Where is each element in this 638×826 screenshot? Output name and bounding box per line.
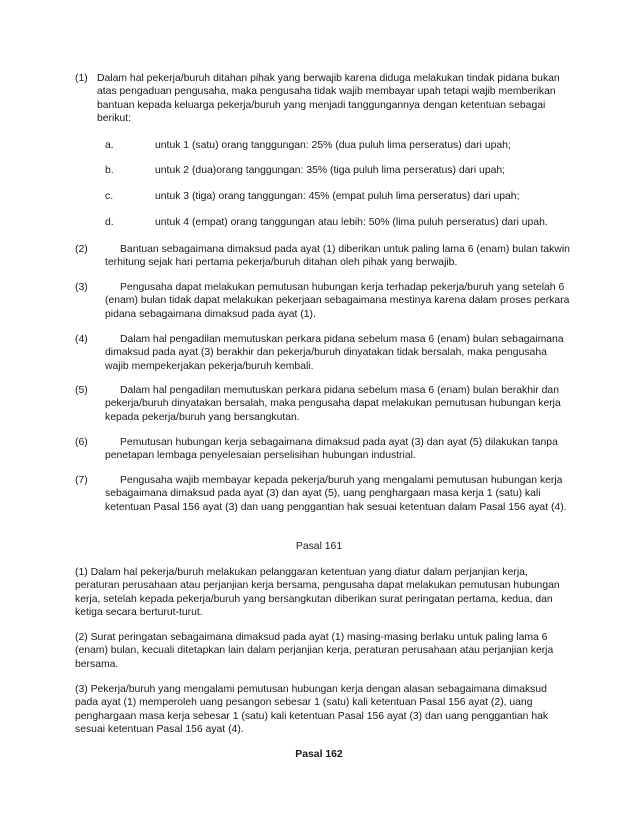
ayat-number: (1) xyxy=(75,73,88,84)
ayat-number: (7) xyxy=(75,475,88,486)
ayat-text: Dalam hal pengadilan memutuskan perkara pidana sebelum masa 6 (enam) bulan sebagaimana dimaksud pada ayat (3) berakhir dan pekerja/buruh dinyatakan tidak bersalah, maka pengusaha wajib mempekerjakan pekerja/buruh kembali. xyxy=(105,334,564,372)
ayat-text: Pemutusan hubungan kerja sebagaimana dimaksud pada ayat (3) dan ayat (5) dilakukan tanpa penetapan lembaga penyelesaian perselisihan hubungan industrial. xyxy=(105,437,558,462)
sub-item-label: a. xyxy=(105,140,114,151)
pasal-161-paragraph-3: (3) Pekerja/buruh yang mengalami pemutusan hubungan kerja dengan alasan sebagaimana dimaksud pada ayat (1) memperoleh uang pesangon sebesar 1 (satu) kali ketentuan Pasal 156 ayat (2), uang penghargaan masa kerja sebesar 1 (satu) kali ketentuan Pasal 156 ayat (3) dan uang penggantian hak sesuai ketentuan Pasal 156 ayat (4). xyxy=(75,684,549,736)
ayat-number: (5) xyxy=(75,385,88,396)
sub-item-label: d. xyxy=(105,217,114,228)
pasal-161-paragraph-1: (1) Dalam hal pekerja/buruh melakukan pelanggaran ketentuan yang diatur dalam perjanjian kerja, peraturan perusahaan atau perjanjian kerja bersama, pengusaha dapat melakukan pemutusan hubungan kerja, setelah kepada pekerja/buruh yang bersangkutan diberikan surat peringatan pertama, kedua, dan ketiga secara berturut-turut. xyxy=(75,567,560,619)
ayat-text: Pengusaha wajib membayar kepada pekerja/buruh yang mengalami pemutusan hubungan kerja sebagaimana dimaksud pada ayat (3) dan ayat (5), uang penghargaan masa kerja 1 (satu) kali ketentuan Pasal 156 ayat (3) dan uang penggantian hak sesuai ketentuan dalam Pasal 156 ayat (4). xyxy=(105,475,567,513)
ayat-number: (2) xyxy=(75,244,88,255)
pasal-161-heading: Pasal 161 xyxy=(295,541,343,552)
sub-item-label: b. xyxy=(105,165,114,176)
sub-item-text: untuk 1 (satu) orang tanggungan: 25% (dua puluh lima perseratus) dari upah; xyxy=(155,140,511,151)
sub-item-text: untuk 2 (dua)orang tanggungan: 35% (tiga puluh lima perseratus) dari upah; xyxy=(155,165,506,176)
sub-item-label: c. xyxy=(105,191,114,202)
ayat-text: Bantuan sebagaimana dimaksud pada ayat (1) diberikan untuk paling lama 6 (enam) bulan takwin terhitung sejak hari pertama pekerja/buruh ditahan oleh pihak yang berwajib. xyxy=(105,244,570,269)
ayat-number: (4) xyxy=(75,334,88,345)
ayat-text: Dalam hal pekerja/buruh ditahan pihak yang berwajib karena diduga melakukan tindak pidana bukan atas pengaduan pengusaha, maka pengusaha tidak wajib membayar upah tetapi wajib memberikan bantuan kepada keluarga pekerja/buruh yang menjadi tanggungannya dengan ketentuan sebagai berikut: xyxy=(97,73,560,125)
sub-item-text: untuk 3 (tiga) orang tanggungan: 45% (empat puluh lima perseratus) dari upah; xyxy=(155,191,520,202)
pasal-161-paragraph-2: (2) Surat peringatan sebagaimana dimaksud pada ayat (1) masing-masing berlaku untuk paling lama 6 (enam) bulan, kecuali ditetapkan lain dalam perjanjian kerja, peraturan perusahaan atau perjanjian kerja bersama. xyxy=(75,632,554,670)
ayat-number: (6) xyxy=(75,437,88,448)
sub-item-text: untuk 4 (empat) orang tanggungan atau lebih: 50% (lima puluh perseratus) dari upah. xyxy=(155,217,548,228)
ayat-number: (3) xyxy=(75,282,88,293)
pasal-162-heading: Pasal 162 xyxy=(295,749,343,760)
ayat-text: Pengusaha dapat melakukan pemutusan hubungan kerja terhadap pekerja/buruh yang setelah 6 (enam) bulan tidak dapat melakukan pekerjaan sebagaimana mestinya karena dalam proses perkara pidana sebagaimana dimaksud pada ayat (1). xyxy=(105,282,570,320)
ayat-text: Dalam hal pengadilan memutuskan perkara pidana sebelum masa 6 (enam) bulan berakhir dan pekerja/buruh dinyatakan bersalah, maka pengusaha dapat melakukan pemutusan hubungan kerja kepada pekerja/buruh yang bersangkutan. xyxy=(105,385,561,423)
